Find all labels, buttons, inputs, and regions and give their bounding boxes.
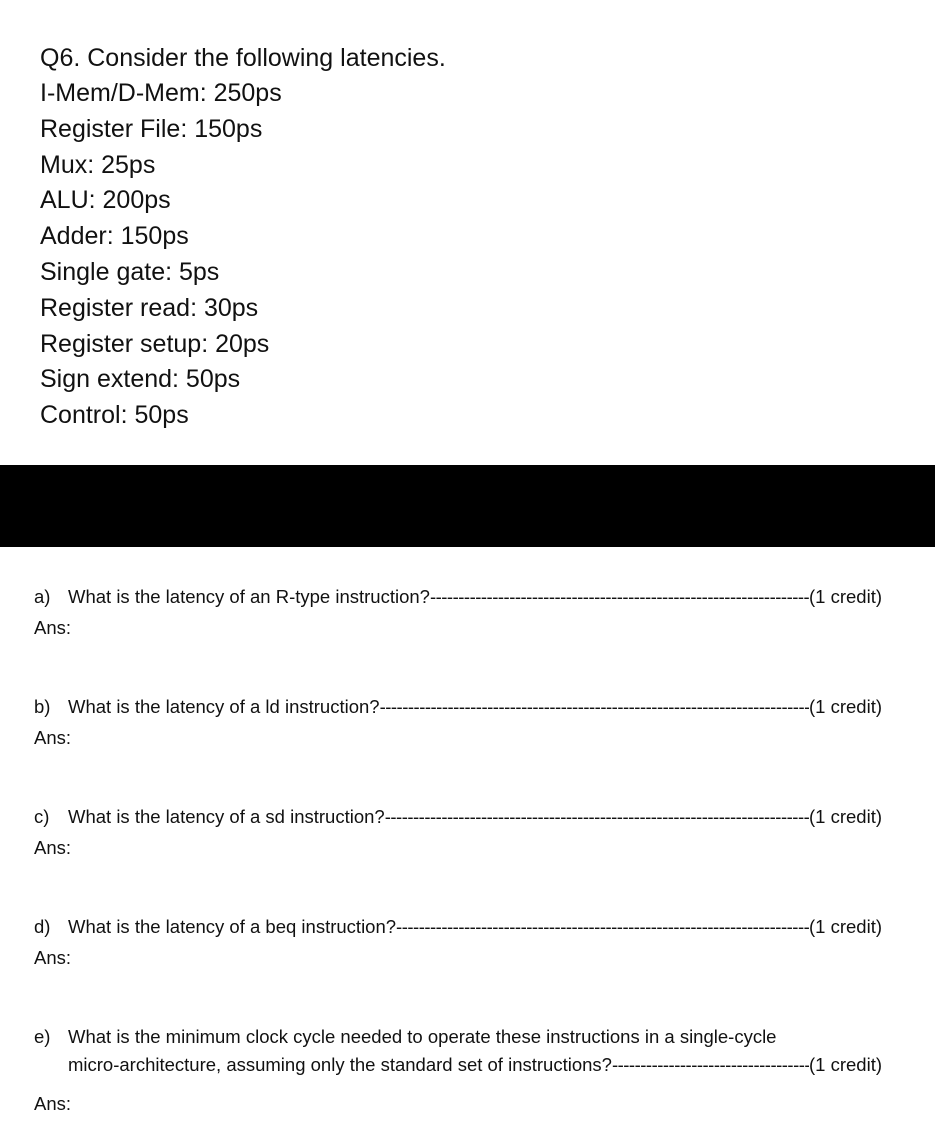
dash-leader — [380, 696, 809, 718]
question-title: Q6. Consider the following latencies. — [40, 44, 446, 72]
subquestion-letter: d) — [34, 916, 51, 937]
subquestion-b — [34, 696, 882, 752]
credit-label: (1 credit) — [809, 806, 882, 827]
subquestion-text-line1: What is the minimum clock cycle needed to operate these instructions in a single-cycle — [68, 1026, 777, 1047]
credit-label: (1 credit) — [809, 586, 882, 607]
answer-label: Ans: — [34, 727, 72, 748]
latency-item: Register File: 150ps — [40, 114, 263, 143]
latency-item: I-Mem/D-Mem: 250ps — [40, 79, 282, 107]
credit-label: (1 credit) — [809, 916, 882, 937]
dash-leader — [385, 806, 809, 828]
answer-label: Ans: — [34, 617, 72, 638]
subquestion-letter: a) — [34, 586, 51, 607]
latency-item: Sign extend: 50ps — [40, 365, 241, 394]
latency-item: Single gate: 5ps — [40, 257, 220, 286]
question-header — [40, 40, 446, 434]
latency-item: Control: 50ps — [40, 401, 189, 430]
credit-label: (1 credit) — [809, 696, 882, 717]
subquestion-text: What is the latency of an R-type instruction? — [68, 586, 430, 607]
latency-item: Register read: 30ps — [40, 293, 259, 322]
subquestion-a — [34, 586, 882, 642]
latency-item: Register setup: 20ps — [40, 329, 270, 358]
latency-item: Mux: 25ps — [40, 150, 156, 179]
subquestion-text: What is the latency of a beq instruction? — [68, 916, 397, 937]
subquestion-letter: b) — [34, 696, 51, 717]
latency-item: Adder: 150ps — [40, 222, 189, 251]
credit-label: (1 credit) — [809, 1054, 882, 1075]
answer-label: Ans: — [34, 947, 72, 968]
subquestion-c — [34, 806, 882, 862]
subquestion-text: What is the latency of a sd instruction? — [68, 806, 385, 827]
latency-list — [40, 76, 446, 434]
subquestion-letter: c) — [34, 806, 50, 827]
redaction-bar — [0, 465, 935, 547]
dash-leader — [612, 1054, 809, 1076]
subquestion-e — [34, 1026, 882, 1118]
answer-label: Ans: — [34, 1093, 72, 1114]
subquestion-text-line2: micro-architecture, assuming only the standard set of instructions? — [68, 1054, 612, 1075]
dash-leader — [396, 916, 809, 938]
answer-label: Ans: — [34, 837, 72, 858]
subquestion-text: What is the latency of a ld instruction? — [68, 696, 380, 717]
latency-item: ALU: 200ps — [40, 186, 171, 215]
subquestion-letter: e) — [34, 1026, 51, 1047]
dash-leader — [430, 586, 809, 608]
subquestion-d — [34, 916, 882, 972]
